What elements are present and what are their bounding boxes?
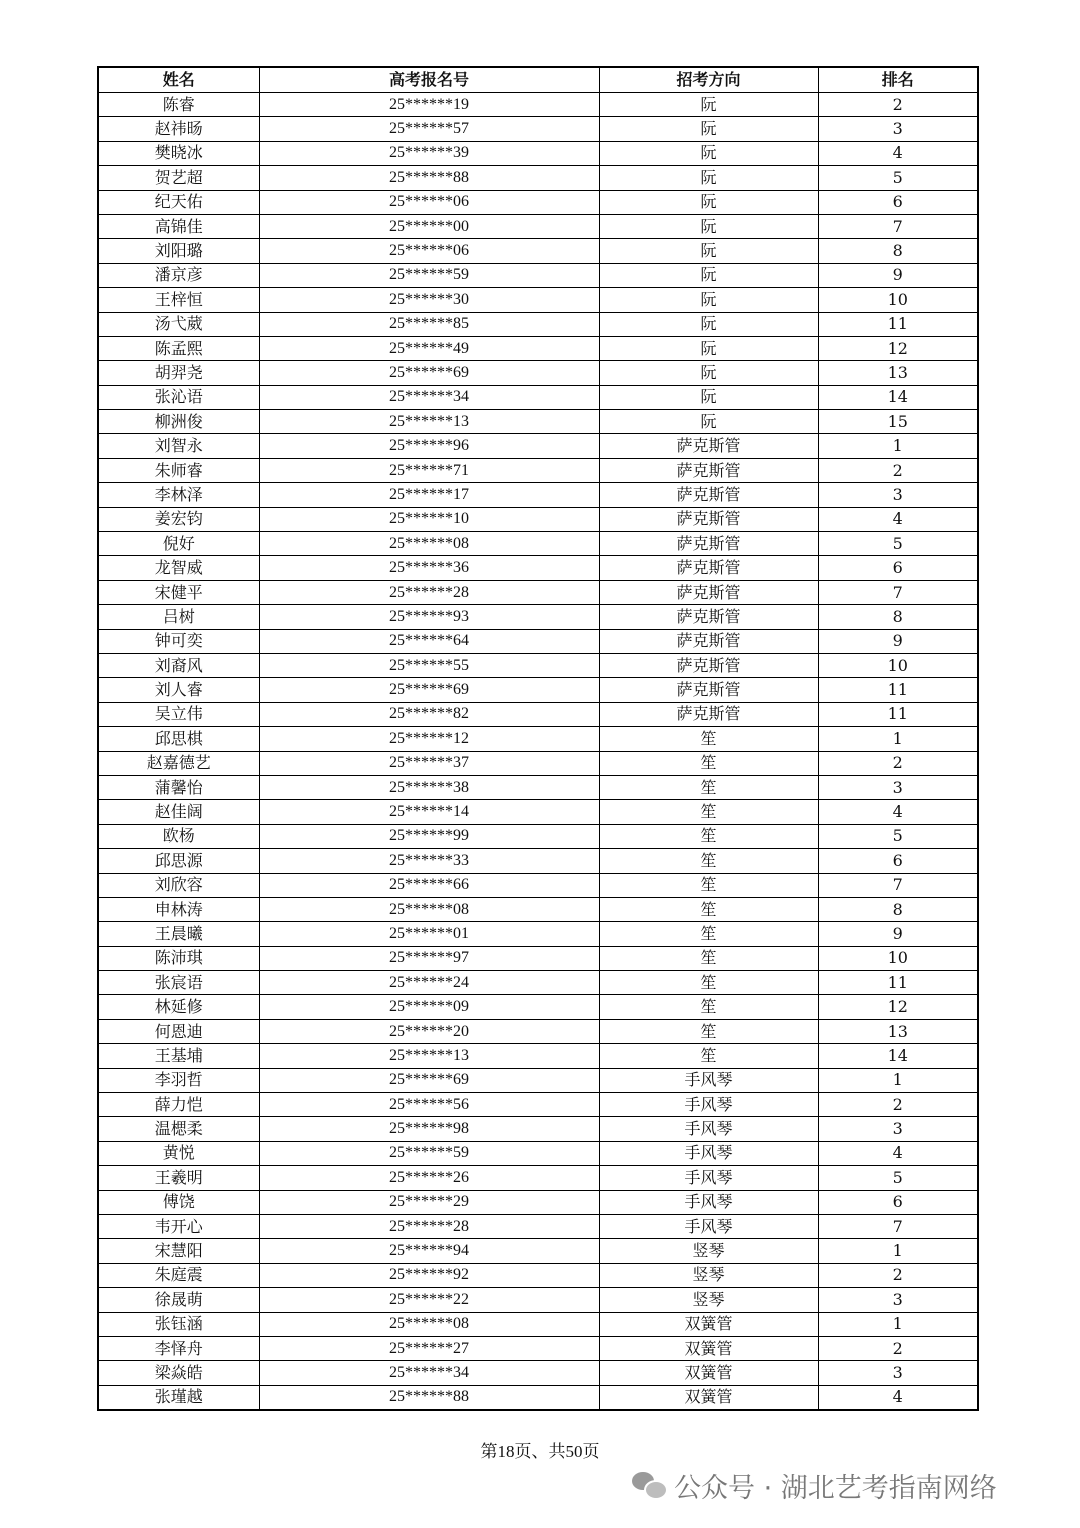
cell-direction: 手风琴 (599, 1068, 818, 1092)
cell-name: 柳洲俊 (98, 410, 259, 434)
cell-exam-id: 25******36 (259, 556, 599, 580)
cell-name: 张钰涵 (98, 1312, 259, 1336)
table-row (98, 1044, 978, 1068)
cell-exam-id: 25******66 (259, 873, 599, 897)
table-row (98, 410, 978, 434)
table-row (98, 434, 978, 458)
table-row (98, 1288, 978, 1312)
table-row (98, 166, 978, 190)
cell-rank: 1 (818, 434, 978, 458)
cell-rank: 6 (818, 190, 978, 214)
table-row (98, 653, 978, 677)
cell-exam-id: 25******10 (259, 507, 599, 531)
table-row (98, 458, 978, 482)
cell-rank: 14 (818, 385, 978, 409)
cell-rank: 9 (818, 629, 978, 653)
table-row (98, 1117, 978, 1141)
cell-exam-id: 25******12 (259, 727, 599, 751)
cell-rank: 7 (818, 1214, 978, 1238)
table-row (98, 532, 978, 556)
cell-name: 姜宏钧 (98, 507, 259, 531)
cell-direction: 阮 (599, 117, 818, 141)
cell-rank: 4 (818, 1141, 978, 1165)
table-row (98, 239, 978, 263)
cell-direction: 笙 (599, 946, 818, 970)
table-row (98, 971, 978, 995)
cell-exam-id: 25******33 (259, 849, 599, 873)
cell-exam-id: 25******26 (259, 1166, 599, 1190)
cell-rank: 4 (818, 800, 978, 824)
cell-exam-id: 25******19 (259, 93, 599, 117)
cell-rank: 3 (818, 1117, 978, 1141)
cell-exam-id: 25******29 (259, 1190, 599, 1214)
cell-rank: 2 (818, 1093, 978, 1117)
cell-direction: 萨克斯管 (599, 507, 818, 531)
cell-name: 陈睿 (98, 93, 259, 117)
cell-name: 陈沛琪 (98, 946, 259, 970)
cell-name: 李林泽 (98, 483, 259, 507)
cell-exam-id: 25******82 (259, 702, 599, 726)
table-row (98, 1141, 978, 1165)
cell-rank: 15 (818, 410, 978, 434)
cell-exam-id: 25******92 (259, 1263, 599, 1287)
cell-exam-id: 25******49 (259, 336, 599, 360)
cell-direction: 萨克斯管 (599, 580, 818, 604)
cell-name: 邱思棋 (98, 727, 259, 751)
cell-name: 胡羿尧 (98, 361, 259, 385)
cell-rank: 1 (818, 727, 978, 751)
cell-direction: 笙 (599, 800, 818, 824)
cell-exam-id: 25******01 (259, 922, 599, 946)
cell-exam-id: 25******59 (259, 1141, 599, 1165)
cell-direction: 手风琴 (599, 1093, 818, 1117)
cell-direction: 萨克斯管 (599, 532, 818, 556)
cell-exam-id: 25******37 (259, 751, 599, 775)
cell-direction: 笙 (599, 727, 818, 751)
table-row (98, 751, 978, 775)
cell-rank: 6 (818, 1190, 978, 1214)
cell-name: 赵祎旸 (98, 117, 259, 141)
cell-rank: 10 (818, 653, 978, 677)
cell-rank: 5 (818, 532, 978, 556)
table-row (98, 897, 978, 921)
cell-direction: 双簧管 (599, 1336, 818, 1360)
cell-direction: 笙 (599, 849, 818, 873)
cell-exam-id: 25******00 (259, 214, 599, 238)
cell-name: 徐晟萌 (98, 1288, 259, 1312)
cell-rank: 11 (818, 312, 978, 336)
cell-exam-id: 25******08 (259, 532, 599, 556)
cell-rank: 2 (818, 751, 978, 775)
table-row (98, 336, 978, 360)
cell-rank: 5 (818, 1166, 978, 1190)
cell-exam-id: 25******24 (259, 971, 599, 995)
table-row (98, 141, 978, 165)
cell-rank: 2 (818, 1336, 978, 1360)
cell-direction: 手风琴 (599, 1117, 818, 1141)
cell-name: 刘人睿 (98, 678, 259, 702)
cell-direction: 阮 (599, 288, 818, 312)
cell-rank: 1 (818, 1312, 978, 1336)
cell-rank: 7 (818, 580, 978, 604)
cell-exam-id: 25******14 (259, 800, 599, 824)
cell-rank: 9 (818, 922, 978, 946)
cell-name: 汤弋葳 (98, 312, 259, 336)
cell-name: 张沁语 (98, 385, 259, 409)
table-row (98, 507, 978, 531)
cell-direction: 阮 (599, 336, 818, 360)
cell-exam-id: 25******28 (259, 580, 599, 604)
cell-name: 王羲明 (98, 1166, 259, 1190)
table-row (98, 873, 978, 897)
table-row (98, 1214, 978, 1238)
cell-rank: 13 (818, 361, 978, 385)
cell-direction: 萨克斯管 (599, 702, 818, 726)
table-row (98, 1019, 978, 1043)
cell-direction: 阮 (599, 190, 818, 214)
cell-direction: 笙 (599, 922, 818, 946)
cell-exam-id: 25******06 (259, 239, 599, 263)
cell-rank: 11 (818, 702, 978, 726)
cell-rank: 7 (818, 214, 978, 238)
cell-direction: 阮 (599, 312, 818, 336)
cell-direction: 竖琴 (599, 1288, 818, 1312)
table-row (98, 1263, 978, 1287)
cell-exam-id: 25******69 (259, 678, 599, 702)
cell-direction: 阮 (599, 93, 818, 117)
table-row (98, 702, 978, 726)
cell-direction: 双簧管 (599, 1312, 818, 1336)
cell-direction: 阮 (599, 263, 818, 287)
cell-direction: 萨克斯管 (599, 483, 818, 507)
table-row (98, 117, 978, 141)
cell-name: 龙智威 (98, 556, 259, 580)
cell-direction: 竖琴 (599, 1263, 818, 1287)
cell-exam-id: 25******34 (259, 1361, 599, 1385)
cell-exam-id: 25******69 (259, 1068, 599, 1092)
col-header-name: 姓名 (98, 67, 259, 93)
cell-exam-id: 25******59 (259, 263, 599, 287)
table-row (98, 800, 978, 824)
cell-name: 陈孟熙 (98, 336, 259, 360)
table-row (98, 727, 978, 751)
cell-rank: 3 (818, 117, 978, 141)
cell-direction: 笙 (599, 1044, 818, 1068)
cell-rank: 4 (818, 1385, 978, 1410)
cell-rank: 6 (818, 556, 978, 580)
cell-direction: 笙 (599, 775, 818, 799)
cell-name: 薛力恺 (98, 1093, 259, 1117)
cell-rank: 12 (818, 336, 978, 360)
cell-exam-id: 25******06 (259, 190, 599, 214)
cell-exam-id: 25******96 (259, 434, 599, 458)
cell-rank: 8 (818, 897, 978, 921)
cell-direction: 手风琴 (599, 1166, 818, 1190)
cell-direction: 阮 (599, 385, 818, 409)
cell-exam-id: 25******08 (259, 1312, 599, 1336)
cell-rank: 5 (818, 166, 978, 190)
cell-direction: 萨克斯管 (599, 629, 818, 653)
cell-rank: 2 (818, 93, 978, 117)
cell-rank: 4 (818, 141, 978, 165)
cell-name: 贺艺超 (98, 166, 259, 190)
cell-direction: 笙 (599, 897, 818, 921)
cell-direction: 手风琴 (599, 1141, 818, 1165)
cell-rank: 11 (818, 971, 978, 995)
cell-name: 欧杨 (98, 824, 259, 848)
table-row (98, 1068, 978, 1092)
cell-direction: 萨克斯管 (599, 434, 818, 458)
cell-direction: 阮 (599, 410, 818, 434)
cell-name: 王晨曦 (98, 922, 259, 946)
table-header-row (98, 67, 978, 93)
cell-name: 钟可奕 (98, 629, 259, 653)
cell-direction: 阮 (599, 214, 818, 238)
cell-rank: 8 (818, 239, 978, 263)
cell-direction: 阮 (599, 166, 818, 190)
cell-name: 朱师睿 (98, 458, 259, 482)
cell-name: 吴立伟 (98, 702, 259, 726)
table-row (98, 1166, 978, 1190)
cell-exam-id: 25******38 (259, 775, 599, 799)
cell-direction: 萨克斯管 (599, 653, 818, 677)
table-row (98, 629, 978, 653)
cell-name: 赵嘉德艺 (98, 751, 259, 775)
table-row (98, 263, 978, 287)
wechat-icon (632, 1470, 666, 1500)
cell-rank: 9 (818, 263, 978, 287)
cell-name: 纪天佑 (98, 190, 259, 214)
cell-exam-id: 25******27 (259, 1336, 599, 1360)
cell-name: 张宸语 (98, 971, 259, 995)
cell-name: 何恩迪 (98, 1019, 259, 1043)
cell-name: 温楒柔 (98, 1117, 259, 1141)
table-row (98, 824, 978, 848)
cell-direction: 笙 (599, 824, 818, 848)
cell-exam-id: 25******08 (259, 897, 599, 921)
table-row (98, 1336, 978, 1360)
cell-exam-id: 25******71 (259, 458, 599, 482)
cell-exam-id: 25******97 (259, 946, 599, 970)
table-row (98, 483, 978, 507)
cell-name: 蒲馨怡 (98, 775, 259, 799)
cell-name: 黄悦 (98, 1141, 259, 1165)
cell-name: 高锦佳 (98, 214, 259, 238)
cell-rank: 10 (818, 288, 978, 312)
cell-name: 朱庭震 (98, 1263, 259, 1287)
col-header-direction: 招考方向 (599, 67, 818, 93)
cell-direction: 笙 (599, 971, 818, 995)
table-row (98, 775, 978, 799)
cell-direction: 双簧管 (599, 1361, 818, 1385)
cell-exam-id: 25******88 (259, 1385, 599, 1410)
cell-rank: 3 (818, 483, 978, 507)
table-row (98, 605, 978, 629)
cell-exam-id: 25******28 (259, 1214, 599, 1238)
cell-direction: 阮 (599, 239, 818, 263)
cell-rank: 4 (818, 507, 978, 531)
cell-name: 申林涛 (98, 897, 259, 921)
cell-direction: 阮 (599, 141, 818, 165)
cell-direction: 笙 (599, 873, 818, 897)
table-row (98, 922, 978, 946)
cell-rank: 7 (818, 873, 978, 897)
table-row (98, 1239, 978, 1263)
cell-name: 梁焱皓 (98, 1361, 259, 1385)
cell-exam-id: 25******98 (259, 1117, 599, 1141)
cell-rank: 1 (818, 1239, 978, 1263)
cell-exam-id: 25******64 (259, 629, 599, 653)
cell-exam-id: 25******93 (259, 605, 599, 629)
cell-name: 傅饶 (98, 1190, 259, 1214)
table-row (98, 214, 978, 238)
cell-rank: 2 (818, 1263, 978, 1287)
cell-name: 张瑾越 (98, 1385, 259, 1410)
cell-exam-id: 25******55 (259, 653, 599, 677)
cell-direction: 手风琴 (599, 1190, 818, 1214)
table-row (98, 312, 978, 336)
cell-rank: 13 (818, 1019, 978, 1043)
table-row (98, 995, 978, 1019)
cell-rank: 5 (818, 824, 978, 848)
cell-direction: 萨克斯管 (599, 458, 818, 482)
col-header-exam-id: 高考报名号 (259, 67, 599, 93)
col-header-rank: 排名 (818, 67, 978, 93)
cell-exam-id: 25******88 (259, 166, 599, 190)
cell-exam-id: 25******13 (259, 1044, 599, 1068)
watermark (632, 1465, 997, 1505)
cell-rank: 1 (818, 1068, 978, 1092)
cell-name: 韦开心 (98, 1214, 259, 1238)
cell-exam-id: 25******94 (259, 1239, 599, 1263)
cell-name: 刘裔风 (98, 653, 259, 677)
cell-name: 赵佳阔 (98, 800, 259, 824)
cell-rank: 3 (818, 775, 978, 799)
cell-rank: 8 (818, 605, 978, 629)
cell-rank: 12 (818, 995, 978, 1019)
cell-name: 宋健平 (98, 580, 259, 604)
cell-exam-id: 25******30 (259, 288, 599, 312)
cell-rank: 2 (818, 458, 978, 482)
cell-exam-id: 25******22 (259, 1288, 599, 1312)
page-number: 第18页、共50页 (480, 1442, 600, 1461)
cell-name: 刘欣容 (98, 873, 259, 897)
cell-direction: 双簧管 (599, 1385, 818, 1410)
cell-name: 宋慧阳 (98, 1239, 259, 1263)
table-row (98, 1385, 978, 1410)
cell-exam-id: 25******34 (259, 385, 599, 409)
cell-name: 林延修 (98, 995, 259, 1019)
table-row (98, 1190, 978, 1214)
cell-direction: 笙 (599, 751, 818, 775)
table-row (98, 849, 978, 873)
cell-name: 倪好 (98, 532, 259, 556)
score-table (97, 66, 979, 1411)
cell-exam-id: 25******56 (259, 1093, 599, 1117)
table-row (98, 678, 978, 702)
cell-exam-id: 25******99 (259, 824, 599, 848)
cell-direction: 笙 (599, 1019, 818, 1043)
cell-rank: 6 (818, 849, 978, 873)
cell-rank: 3 (818, 1288, 978, 1312)
table-row (98, 946, 978, 970)
table-row (98, 580, 978, 604)
table-row (98, 361, 978, 385)
cell-name: 李怿舟 (98, 1336, 259, 1360)
cell-name: 吕树 (98, 605, 259, 629)
table-row (98, 1093, 978, 1117)
table-row (98, 556, 978, 580)
cell-name: 刘阳璐 (98, 239, 259, 263)
cell-rank: 10 (818, 946, 978, 970)
cell-direction: 阮 (599, 361, 818, 385)
watermark-text: 公众号 · 湖北艺考指南网络 (674, 1472, 997, 1504)
cell-name: 李羽哲 (98, 1068, 259, 1092)
table-row (98, 1361, 978, 1385)
cell-direction: 竖琴 (599, 1239, 818, 1263)
cell-exam-id: 25******39 (259, 141, 599, 165)
cell-direction: 萨克斯管 (599, 556, 818, 580)
cell-rank: 3 (818, 1361, 978, 1385)
cell-name: 王梓恒 (98, 288, 259, 312)
cell-name: 刘智永 (98, 434, 259, 458)
table-row (98, 190, 978, 214)
cell-name: 樊晓冰 (98, 141, 259, 165)
cell-exam-id: 25******85 (259, 312, 599, 336)
cell-exam-id: 25******69 (259, 361, 599, 385)
cell-exam-id: 25******13 (259, 410, 599, 434)
table-row (98, 1312, 978, 1336)
cell-direction: 笙 (599, 995, 818, 1019)
cell-name: 邱思源 (98, 849, 259, 873)
cell-exam-id: 25******20 (259, 1019, 599, 1043)
cell-direction: 萨克斯管 (599, 605, 818, 629)
cell-name: 王基埔 (98, 1044, 259, 1068)
cell-rank: 11 (818, 678, 978, 702)
cell-exam-id: 25******17 (259, 483, 599, 507)
table-row (98, 288, 978, 312)
cell-direction: 萨克斯管 (599, 678, 818, 702)
cell-direction: 手风琴 (599, 1214, 818, 1238)
cell-exam-id: 25******09 (259, 995, 599, 1019)
cell-exam-id: 25******57 (259, 117, 599, 141)
cell-name: 潘京彦 (98, 263, 259, 287)
table-row (98, 385, 978, 409)
table-row (98, 93, 978, 117)
cell-rank: 14 (818, 1044, 978, 1068)
